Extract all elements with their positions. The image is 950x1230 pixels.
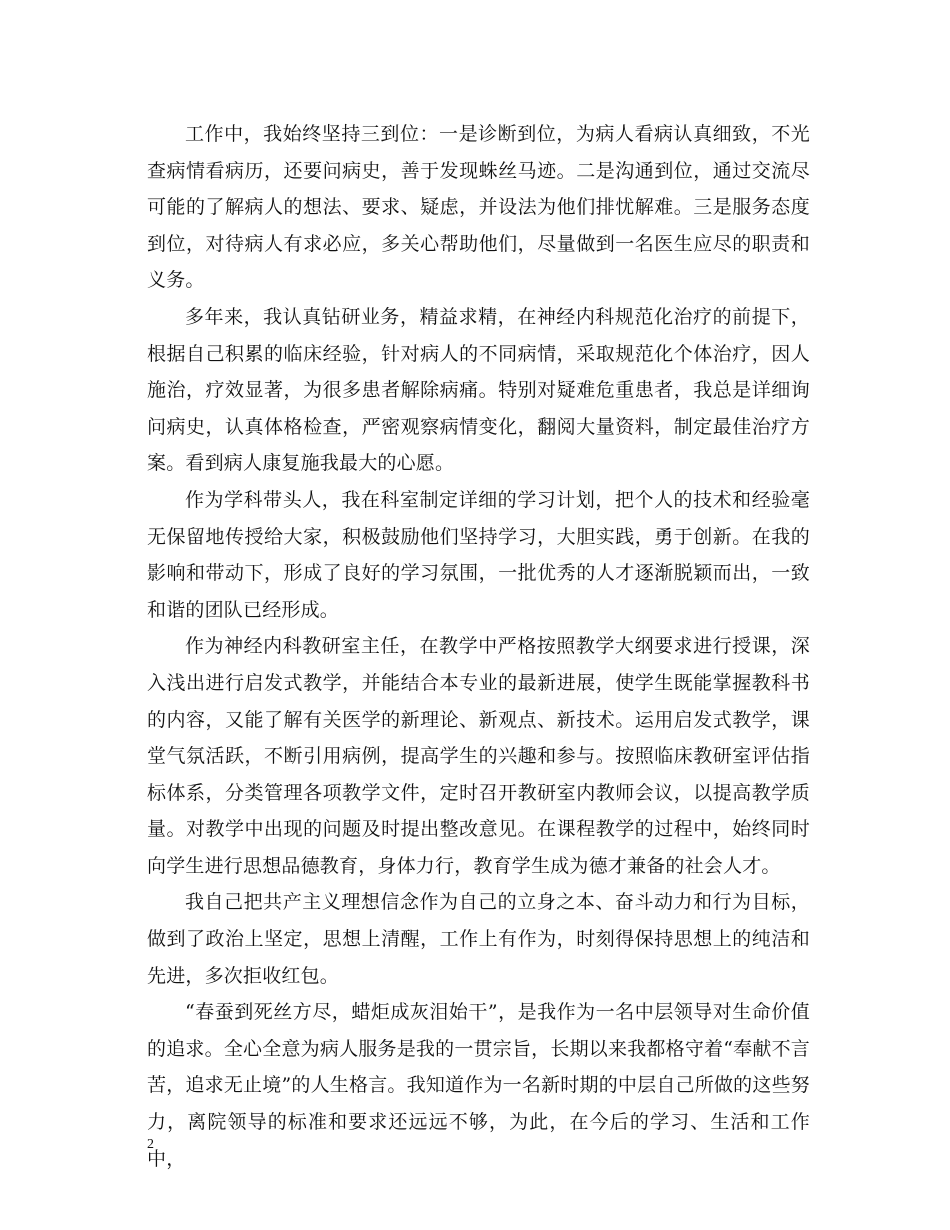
page-number: 2 (147, 1137, 154, 1152)
paragraph-3: 作为学科带头人，我在科室制定详细的学习计划，把个人的技术和经验毫无保留地传授给大家，积极鼓励他们坚持学习，大胆实践，勇于创新。在我的影响和带动下，形成了良好的学习氛围，一批优秀的人才逐渐脱颖而出，一致和谐的团队已经形成。 (147, 488, 810, 621)
paragraph-4: 作为神经内科教研室主任，在教学中严格按照教学大纲要求进行授课，深入浅出进行启发式教学，并能结合本专业的最新进展，使学生既能掌握教科书的内容，又能了解有关医学的新理论、新观点、新技术。运用启发式教学，课堂气氛活跃，不断引用病例，提高学生的兴趣和参与。按照临床教研室评估指标体系，分类管理各项教学文件，定时召开教研室内教师会议，以提高教学质量。对教学中出现的问题及时提出整改意见。在课程教学的过程中，始终同时向学生进行思想品德教育，身体力行，教育学生成为德才兼备的社会人才。 (147, 635, 810, 877)
paragraph-1: 工作中，我始终坚持三到位：一是诊断到位，为病人看病认真细致，不光查病情看病历，还要问病史，善于发现蛛丝马迹。二是沟通到位，通过交流尽可能的了解病人的想法、要求、疑虑，并设法为他们排忧解难。三是服务态度到位，对待病人有求必应，多关心帮助他们，尽量做到一名医生应尽的职责和义务。 (147, 123, 810, 292)
paragraph-6: “春蚕到死丝方尽，蜡炬成灰泪始干”，是我作为一名中层领导对生命价值的追求。全心全意为病人服务是我的一贯宗旨，长期以来我都格守着“奉献不言苦，追求无止境”的人生格言。我知道作为一名新时期的中层自己所做的这些努力，离院领导的标准和要求还远远不够，为此，在今后的学习、生活和工作中， (147, 1001, 810, 1170)
body-text (147, 116, 810, 1177)
paragraph-2: 多年来，我认真钻研业务，精益求精，在神经内科规范化治疗的前提下，根据自己积累的临床经验，针对病人的不同病情，采取规范化个体治疗，因人施治，疗效显著，为很多患者解除病痛。特别对疑难危重患者，我总是详细询问病史，认真体格检查，严密观察病情变化，翻阅大量资料，制定最佳治疗方案。看到病人康复施我最大的心愿。 (147, 305, 810, 475)
paragraph-5: 我自己把共产主义理想信念作为自己的立身之本、奋斗动力和行为目标，做到了政治上坚定，思想上清醒，工作上有作为，时刻得保持思想上的纯洁和先进，多次拒收红包。 (147, 891, 810, 987)
